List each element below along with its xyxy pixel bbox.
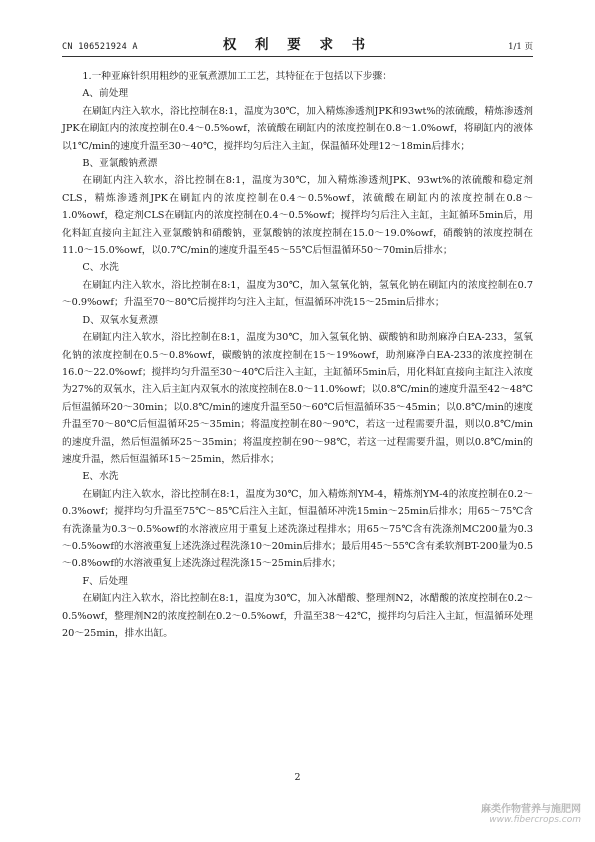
page-number: 2 [294,772,301,783]
step-body-c: 在刷缸内注入软水，浴比控制在8:1，温度为30℃，加入氢氧化钠，氢氧化钠在刷缸内的浓度控制在0.7～0.9%owf；升温至70～80℃后搅拌均匀注入主缸，恒温循环冲洗15～25min后排水； [62,279,533,309]
step-title-f: F、后处理 [82,575,128,587]
watermark-url: www.fibercrops.com [489,815,581,825]
watermark-site-name: 麻类作物营养与施肥网 [481,804,581,815]
step-title-e: E、水洗 [82,471,119,483]
step-body-e: 在刷缸内注入软水，浴比控制在8:1，温度为30℃，加入精炼剂YM-4，精炼剂YM-4的浓度控制在0.2～0.3%owf；搅拌均匀升温至75℃～85℃后注入主缸，恒温循环冲洗15min～25min后排水；用65～75℃含有洗涤量为0.3～0.5%owf的水溶液应用于重复上述洗涤过程排水；用65～75℃含有洗涤剂MC200量为0.3～0.5%owf的水溶液重复上述洗涤过程洗涤10～20min后排水；最后用45～55℃含有柔软剂BT-200量为0.5～0.8%owf的水溶液重复上述洗涤过程洗涤15～25min后排水； [62,488,533,570]
step-title-d: D、双氧水复煮漂 [82,314,158,326]
step-title-c: C、水洗 [82,262,119,274]
step-body-f: 在刷缸内注入软水，浴比控制在8:1，温度为30℃，加入冰醋酸、整理剂N2，冰醋酸的浓度控制在0.2～0.5%owf，整理剂N2的浓度控制在0.2～0.5%owf，升温至38～42℃，搅拌均匀后注入主缸，恒温循环处理20～25min，排水出缸。 [62,593,533,639]
step-title-a: A、前处理 [82,88,129,100]
document-title: 权 利 要 求 书 [222,37,373,53]
step-body-d: 在刷缸内注入软水，浴比控制在8:1，温度为30℃，加入氢氧化钠、碳酸钠和助剂麻净白EA-233，氢氧化钠的浓度控制在0.5～0.8%owf，碳酸钠的浓度控制在15～19%owf，助剂麻净白EA-233的浓度控制在16.0～22.0%owf；搅拌均匀升温至30～40℃后注入主缸，主缸循环5min后，用化料缸直接向主缸注入浓度为27%的双氧水，注入后主缸内双氧水的浓度控制在8.0～11.0%owf；以0.8℃/min的速度升温至42～48℃后恒温循环20～30min；以0.8℃/min的速度升温至50～60℃后恒温循环35～45min；以0.8℃/min的速度升温至70～80℃后恒温循环25～35min；将温度控制在80～90℃，若这一过程需要升温，则以0.8℃/min的速度升温，然后恒温循环25～35min；将温度控制在90～98℃，若这一过程需要升温，则以0.8℃/min的速度升温，然后恒温循环15～25min，然后排水； [62,332,533,465]
step-body-b: 在刷缸内注入软水，浴比控制在8:1，温度为30℃，加入精炼渗透剂JPK、93wt%的浓硫酸和稳定剂CLS，精炼渗透剂JPK在刷缸内的浓度控制在0.4～0.5%owf，浓硫酸在刷缸内的浓度控制在0.8～1.0%owf，稳定剂CLS在刷缸内的浓度控制在0.4～0.5%owf；搅拌均匀后注入主缸，主缸循环5min后，用化料缸直接向主缸注入亚氯酸钠和硝酸钠，亚氯酸钠的浓度控制在15.0～19.0%owf，硝酸钠的浓度控制在11.0～15.0%owf，以0.7℃/min的速度升温至45～55℃后恒温循环50～70min后排水； [62,175,533,257]
page-header [62,34,533,57]
document-number: CN 106521924 A [62,42,138,52]
step-body-a: 在刷缸内注入软水，浴比控制在8:1，温度为30℃，加入精炼渗透剂JPK和93wt%的浓硫酸，精炼渗透剂JPK在刷缸内的浓度控制在0.4～0.5%owf，浓硫酸在刷缸内的浓度控制在0.8～1.0%owf，将刷缸内的液体以1℃/min的速度升温至30～40℃，搅拌均匀后注入主缸，保温循环处理12～18min后排水； [62,105,533,152]
claims-body [62,68,533,642]
step-title-b: B、亚氯酸钠煮漂 [82,158,158,170]
page-count: 1/1 页 [508,42,533,52]
claim-intro: 1.一种亚麻针织用粗纱的亚氧煮漂加工工艺，其特征在于包括以下步骤： [82,71,392,82]
watermark [481,804,581,826]
